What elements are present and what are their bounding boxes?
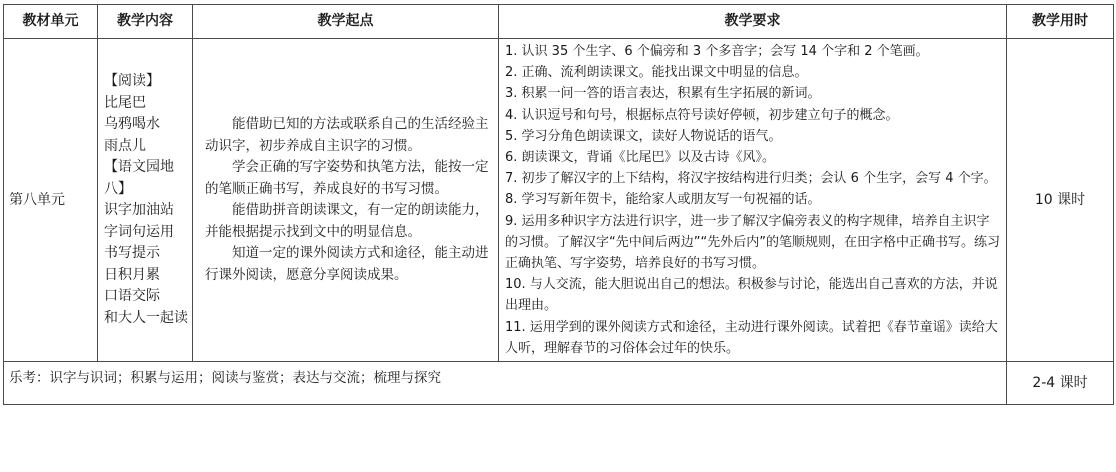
header-unit: 教材单元 — [4, 5, 98, 39]
requirement-item: 6. 朗读课文，背诵《比尾巴》以及古诗《风》。 — [505, 150, 776, 166]
header-hours: 教学用时 — [1007, 5, 1114, 39]
content-item: 雨点儿 — [104, 137, 146, 154]
header-content: 教学内容 — [98, 5, 193, 39]
requirement-item: 1. 认识 35 个生字、6 个偏旁和 3 个多音字；会写 14 个字和 2 个笔画。 — [505, 44, 929, 59]
start-paragraph: 能借助拼音朗读课文，有一定的朗读能力，并能根据提示找到文中的明显信息。 — [205, 202, 489, 240]
unit-hours: 10 课时 — [1007, 39, 1114, 362]
content-item: 日积月累 — [104, 266, 160, 283]
start-paragraph: 学会正确的写字姿势和执笔方法，能按一定的笔顺正确书写，养成良好的书写习惯。 — [205, 159, 489, 197]
header-requirements: 教学要求 — [499, 5, 1007, 39]
content-item: 口语交际 — [104, 288, 160, 305]
content-item: 乌鸦喝水 — [104, 116, 160, 133]
start-paragraph: 知道一定的课外阅读方式和途径，能主动进行课外阅读，愿意分享阅读成果。 — [205, 245, 489, 283]
start-cell — [193, 39, 499, 362]
requirement-item: 4. 认识逗号和句号，根据标点符号读好停顿，初步建立句子的概念。 — [505, 107, 899, 123]
requirement-item: 9. 运用多种识字方法进行识字，进一步了解汉字偏旁表义的构字规律，培养自主识字的习惯。了解汉字“先中间后两边”“先外后内”的笔顺规则，在田字格中正确书写。练习正确执笔、写字姿势，培养良好的书写习惯。 — [505, 213, 1000, 272]
requirements-cell — [499, 39, 1007, 362]
requirement-item: 8. 学习写新年贺卡，能给家人或朋友写一句祝福的话。 — [505, 192, 821, 208]
header-start: 教学起点 — [193, 5, 499, 39]
requirement-item: 7. 初步了解汉字的上下结构，将汉字按结构进行归类；会认 6 个生字，会写 4 个字。 — [505, 171, 997, 187]
requirement-item: 5. 学习分角色朗读课文，读好人物说话的语气。 — [505, 128, 782, 144]
footer-text: 乐考：识字与识词；积累与运用；阅读与鉴赏；表达与交流；梳理与探究 — [4, 362, 1007, 405]
content-item: 【阅读】 — [104, 73, 160, 90]
requirement-item: 3. 积累一问一答的语言表达，积累有生字拓展的新词。 — [505, 86, 821, 102]
curriculum-table — [3, 4, 1114, 405]
header-row — [4, 5, 1114, 39]
unit-name: 第八单元 — [4, 39, 98, 362]
content-item: 【语文园地八】 — [104, 159, 174, 197]
content-item: 比尾巴 — [104, 94, 146, 111]
content-item: 识字加油站 — [104, 202, 174, 219]
content-item: 书写提示 — [104, 245, 160, 262]
content-item: 字词句运用 — [104, 223, 174, 240]
content-item: 和大人一起读 — [104, 309, 188, 326]
start-paragraph: 能借助已知的方法或联系自己的生活经验主动识字，初步养成自主识字的习惯。 — [205, 116, 489, 154]
requirement-item: 11. 运用学到的课外阅读方式和途径，主动进行课外阅读。试着把《春节童谣》读给大人听，理解春节的习俗体会过年的快乐。 — [505, 319, 998, 356]
requirement-item: 2. 正确、流利朗读课文。能找出课文中明显的信息。 — [505, 65, 808, 81]
footer-row — [4, 362, 1114, 405]
footer-hours: 2-4 课时 — [1007, 362, 1114, 405]
requirement-item: 10. 与人交流，能大胆说出自己的想法。积极参与讨论，能选出自己喜欢的方法，并说出理由。 — [505, 277, 998, 314]
unit-row — [4, 39, 1114, 362]
content-cell — [98, 39, 193, 362]
